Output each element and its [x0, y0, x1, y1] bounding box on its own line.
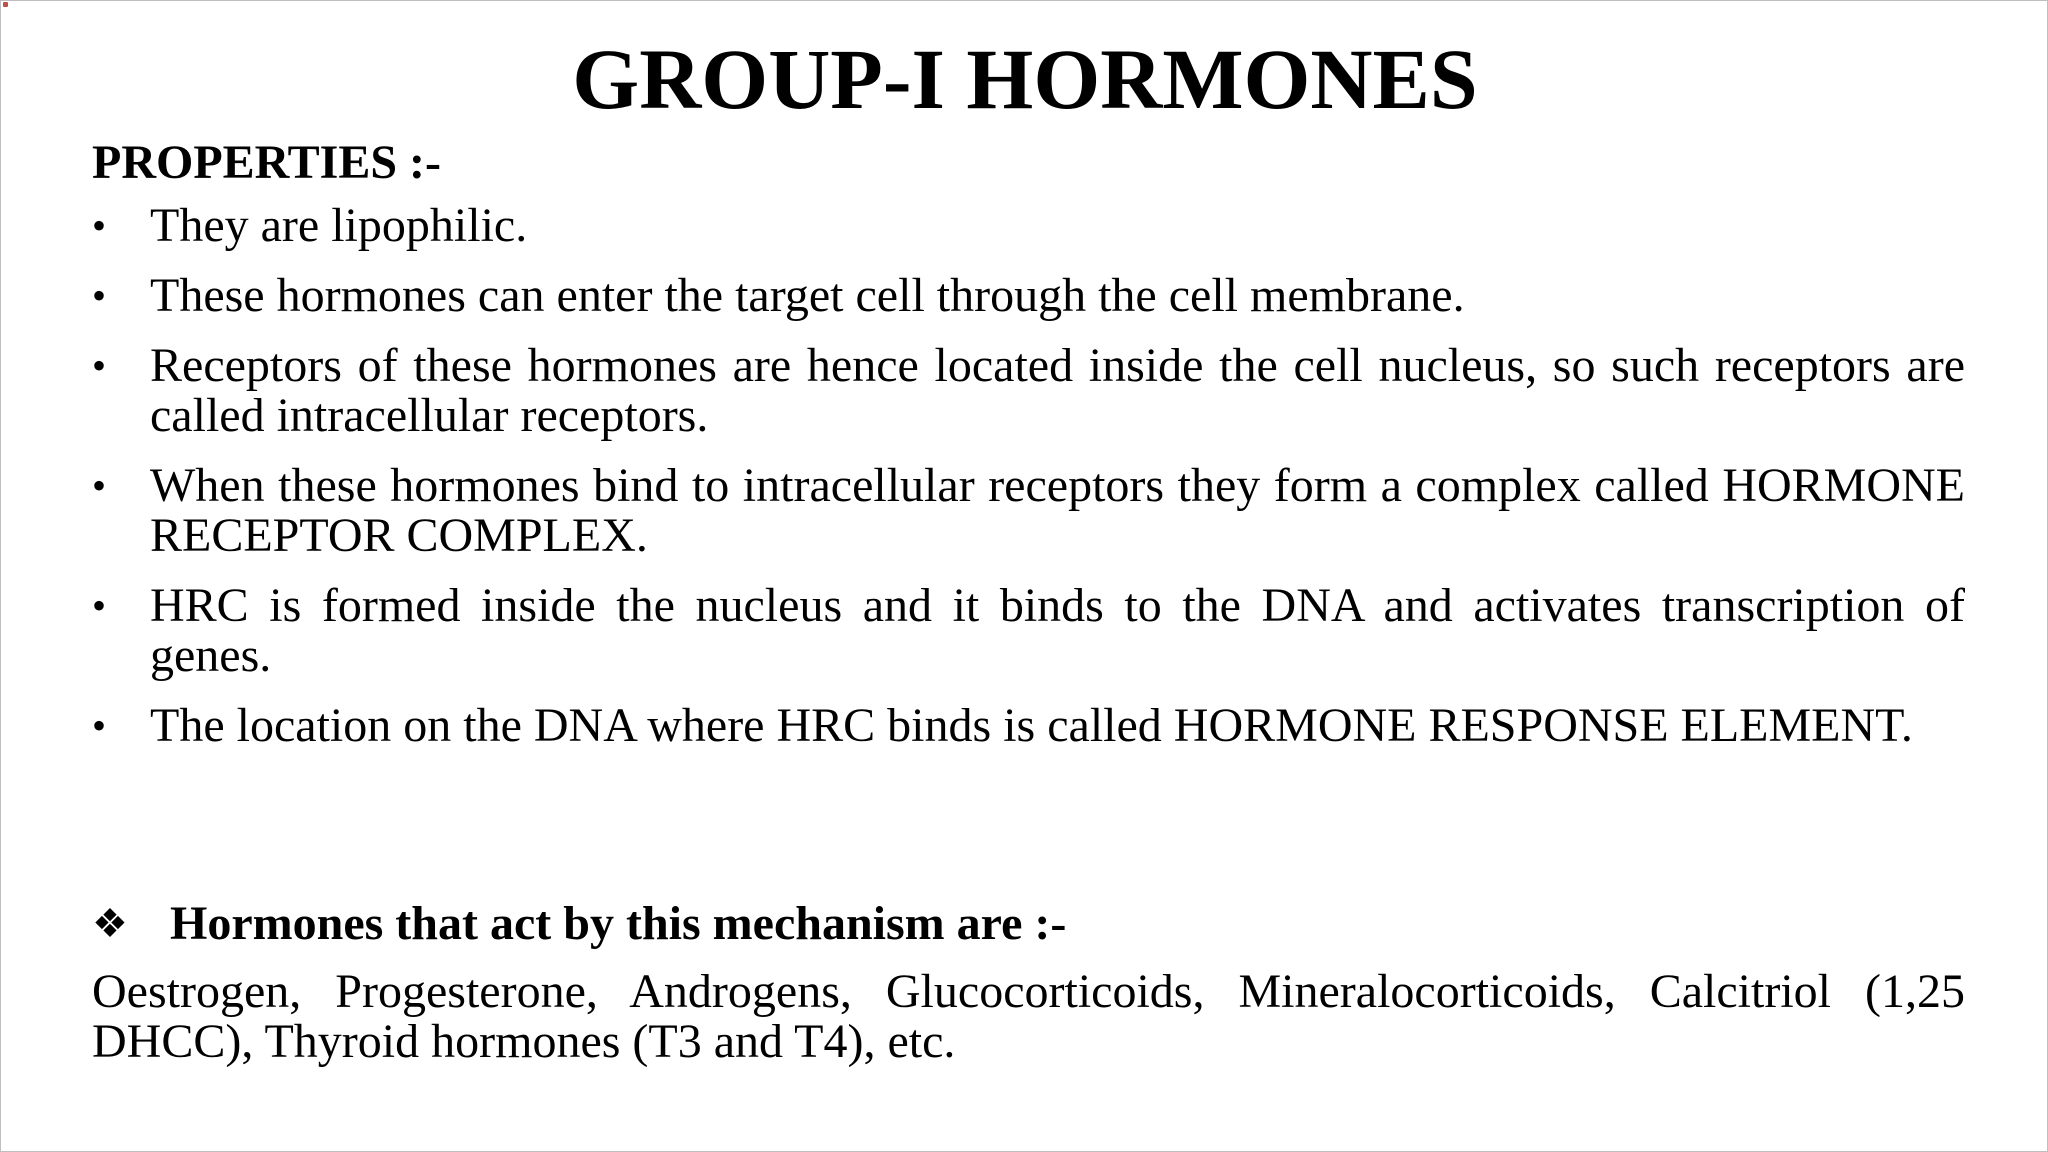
list-item — [92, 341, 1965, 441]
bullet-text: They are lipophilic. — [150, 199, 528, 252]
mechanism-heading — [92, 894, 1066, 954]
bullet-text: HRC is formed inside the nucleus and it binds to the DNA and activates transcription of genes. — [150, 579, 1965, 682]
bullet-text: The location on the DNA where HRC binds is called HORMONE RESPONSE ELEMENT. — [150, 699, 1913, 752]
bullet-icon: • — [92, 273, 107, 318]
list-item — [92, 201, 1965, 251]
list-item — [92, 701, 1965, 751]
bullet-icon: • — [92, 203, 107, 248]
properties-list — [92, 201, 1965, 771]
mechanism-heading-text: Hormones that act by this mechanism are :- — [170, 897, 1067, 950]
properties-heading: PROPERTIES :- — [92, 136, 442, 189]
bullet-icon: • — [92, 343, 107, 388]
bullet-icon: • — [92, 463, 107, 508]
hormone-list: Oestrogen, Progesterone, Androgens, Glucocorticoids, Mineralocorticoids, Calcitriol (1,25 DHCC), Thyroid hormones (T3 and T4), etc. — [92, 965, 1965, 1068]
bullet-text: These hormones can enter the target cell through the cell membrane. — [150, 269, 1465, 322]
slide-title: GROUP-I HORMONES — [572, 31, 1478, 127]
list-item — [92, 271, 1965, 321]
bullet-text: Receptors of these hormones are hence located inside the cell nucleus, so such receptors are called intracellular receptors. — [150, 339, 1965, 442]
bullet-text: When these hormones bind to intracellular receptors they form a complex called HORMONE RECEPTOR COMPLEX. — [150, 459, 1965, 562]
diamond-bullet-icon: ❖ — [92, 901, 128, 946]
list-item — [92, 581, 1965, 681]
list-item — [92, 461, 1965, 561]
window-title-bar — [3, 1, 8, 7]
bullet-icon: • — [92, 583, 107, 628]
app-icon — [3, 2, 8, 7]
bullet-icon: • — [92, 703, 107, 748]
